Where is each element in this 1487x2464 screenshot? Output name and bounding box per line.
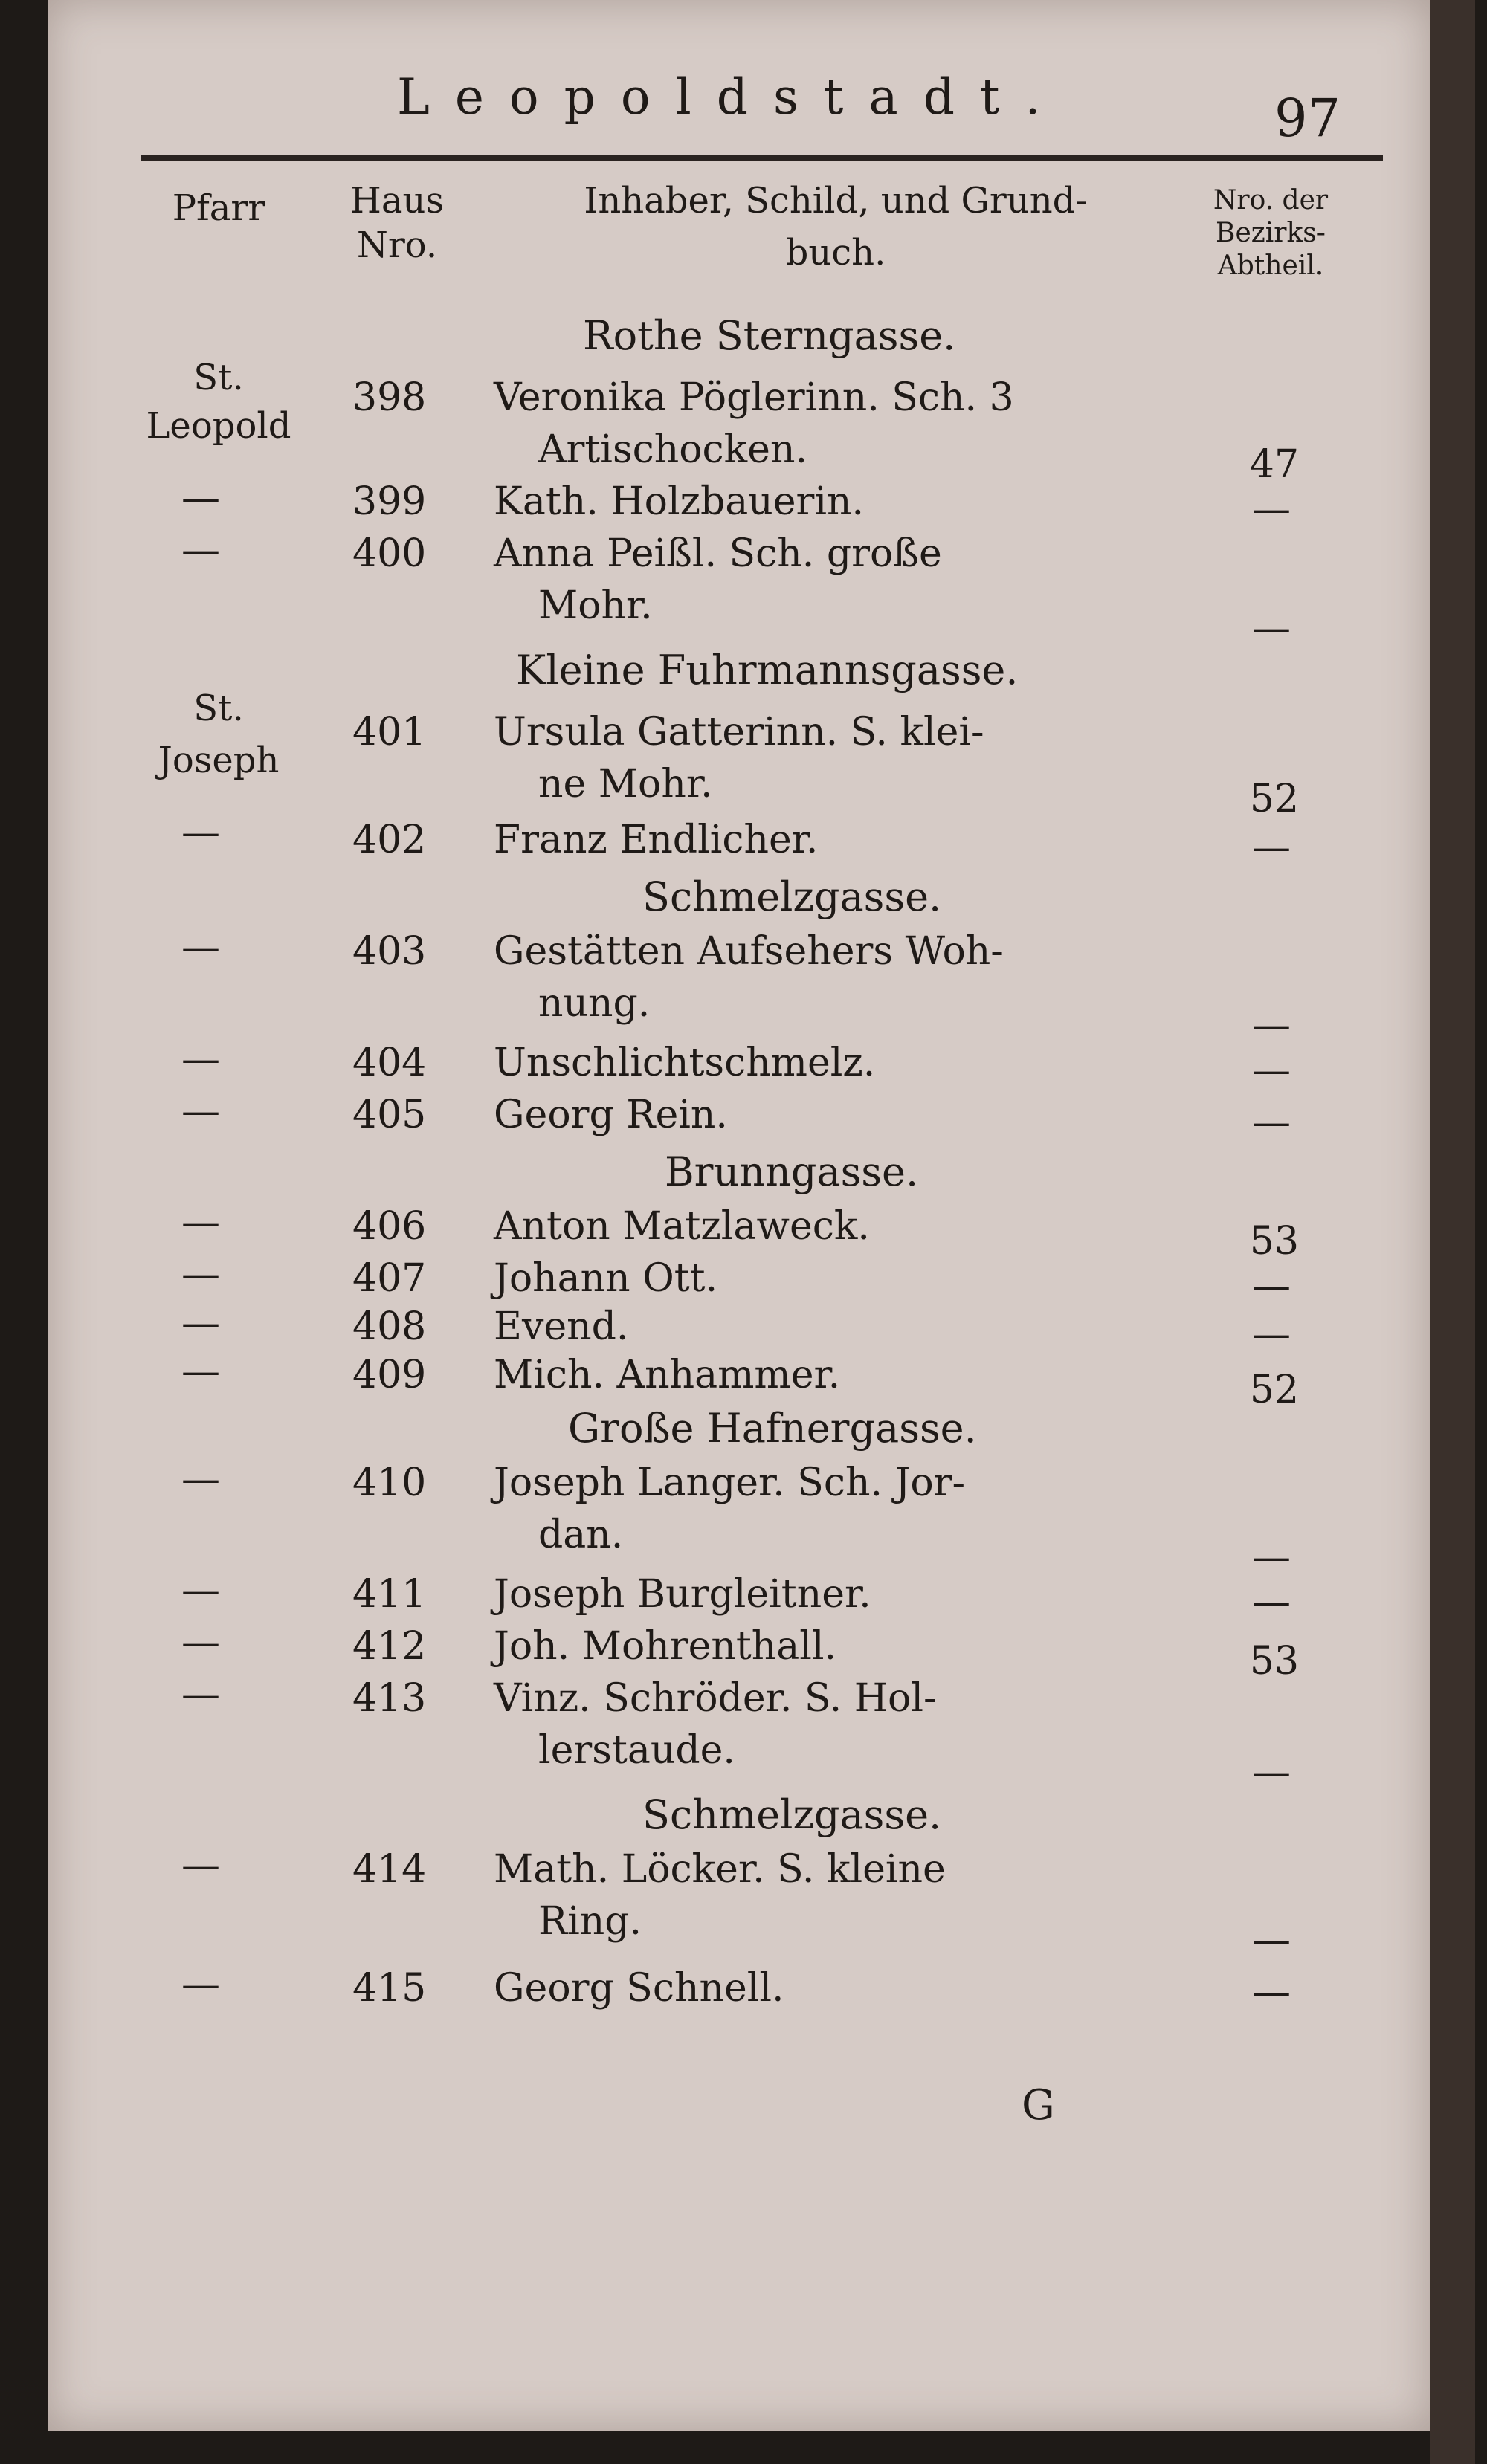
book-edge <box>1430 0 1475 2464</box>
entry-text: lerstaude. <box>538 1728 735 1773</box>
bezirk-number: 52 <box>1249 1368 1300 1412</box>
entry-text: Georg Schnell. <box>494 1966 784 2011</box>
ditto-mark: — <box>181 1349 220 1394</box>
parish-label: St. <box>193 688 244 729</box>
entry-text: Joseph Langer. Sch. Jor- <box>494 1461 966 1505</box>
ditto-mark: — <box>1252 1003 1291 1048</box>
ditto-mark: — <box>1252 825 1291 870</box>
ditto-mark: — <box>181 1200 220 1245</box>
entry-text: dan. <box>538 1513 624 1557</box>
entry-text: Ursula Gatterinn. S. klei- <box>494 710 984 754</box>
column-header-inhaber-2: buch. <box>785 232 886 274</box>
column-header-bezirk-2: Bezirks- <box>1216 218 1326 248</box>
ditto-mark: — <box>181 925 220 970</box>
ditto-mark: — <box>181 1301 220 1345</box>
bezirk-number: 53 <box>1249 1219 1300 1264</box>
ditto-mark: — <box>1252 487 1291 531</box>
signature-mark: G <box>1022 2081 1055 2130</box>
column-header-haus-1: Haus <box>349 180 445 221</box>
ditto-mark: — <box>1252 1535 1291 1579</box>
ditto-mark: — <box>1252 606 1291 650</box>
entry-text: Anton Matzlaweck. <box>494 1204 870 1249</box>
column-header-bezirk-3: Abtheil. <box>1217 250 1324 281</box>
entry-text: nung. <box>538 981 651 1026</box>
bezirk-number: 47 <box>1249 442 1300 487</box>
entry-text: Vinz. Schröder. S. Hol- <box>494 1676 937 1721</box>
entry-text: Math. Löcker. S. kleine <box>494 1847 946 1892</box>
haus-number: 411 <box>352 1572 427 1617</box>
haus-number: 408 <box>352 1304 427 1349</box>
entry-text: Evend. <box>494 1304 629 1349</box>
column-header-bezirk-1: Nro. der <box>1213 185 1329 216</box>
ditto-mark: — <box>1252 1264 1291 1308</box>
haus-number: 409 <box>352 1353 427 1397</box>
ditto-mark: — <box>181 1672 220 1717</box>
ditto-mark: — <box>181 810 220 855</box>
haus-number: 399 <box>352 479 427 524</box>
entry-text: Mohr. <box>538 583 653 628</box>
parish-label: Leopold <box>146 405 291 447</box>
haus-number: 401 <box>352 710 427 754</box>
entry-text: Joseph Burgleitner. <box>494 1572 871 1617</box>
ditto-mark: — <box>1252 1750 1291 1795</box>
haus-number: 412 <box>352 1624 427 1669</box>
street-heading: Brunngasse. <box>665 1148 919 1195</box>
entry-text: Veronika Pöglerinn. Sch. 3 <box>494 375 1014 420</box>
entry-text: Anna Peißl. Sch. große <box>494 531 942 576</box>
entry-text: Unschlichtschmelz. <box>494 1041 876 1085</box>
entry-text: Franz Endlicher. <box>494 818 819 862</box>
header-rule <box>141 155 1383 161</box>
street-heading: Kleine Fuhrmannsgasse. <box>516 647 1019 693</box>
haus-number: 406 <box>352 1204 427 1249</box>
ditto-mark: — <box>1252 1048 1291 1093</box>
book-page <box>48 0 1430 2431</box>
ditto-mark: — <box>181 1037 220 1081</box>
ditto-mark: — <box>181 1843 220 1888</box>
ditto-mark: — <box>181 1252 220 1297</box>
haus-number: 410 <box>352 1461 427 1505</box>
street-heading: Schmelzgasse. <box>642 1791 942 1838</box>
entry-text: Mich. Anhammer. <box>494 1353 841 1397</box>
haus-number: 415 <box>352 1966 427 2011</box>
running-title: Leopoldstadt. <box>397 68 1066 126</box>
entry-text: Artischocken. <box>538 427 807 472</box>
page-number: 97 <box>1274 88 1341 149</box>
ditto-mark: — <box>181 1962 220 2007</box>
entry-text: Ring. <box>538 1899 642 1944</box>
haus-number: 405 <box>352 1093 427 1137</box>
ditto-mark: — <box>181 1568 220 1613</box>
ditto-mark: — <box>1252 1312 1291 1357</box>
haus-number: 402 <box>352 818 427 862</box>
haus-number: 414 <box>352 1847 427 1892</box>
haus-number: 404 <box>352 1041 427 1085</box>
parish-label: Joseph <box>158 740 280 781</box>
parish-label: St. <box>193 357 244 398</box>
ditto-mark: — <box>181 1089 220 1134</box>
haus-number: 413 <box>352 1676 427 1721</box>
ditto-mark: — <box>1252 1579 1291 1624</box>
column-header-pfarr: Pfarr <box>172 187 265 229</box>
street-heading: Große Hafnergasse. <box>568 1405 977 1452</box>
entry-text: Johann Ott. <box>494 1256 718 1301</box>
bezirk-number: 52 <box>1249 777 1300 821</box>
ditto-mark: — <box>181 476 220 520</box>
ditto-mark: — <box>181 1457 220 1501</box>
entry-text: Joh. Mohrenthall. <box>494 1624 837 1669</box>
ditto-mark: — <box>1252 1918 1291 1962</box>
ditto-mark: — <box>181 528 220 572</box>
ditto-mark: — <box>181 1620 220 1665</box>
entry-text: Kath. Holzbauerin. <box>494 479 865 524</box>
street-heading: Schmelzgasse. <box>642 873 942 920</box>
haus-number: 407 <box>352 1256 427 1301</box>
haus-number: 400 <box>352 531 427 576</box>
column-header-haus-2: Nro. <box>356 224 438 266</box>
entry-text: Georg Rein. <box>494 1093 728 1137</box>
column-header-inhaber-1: Inhaber, Schild, und Grund- <box>584 180 1088 221</box>
street-heading: Rothe Sterngasse. <box>583 312 956 359</box>
ditto-mark: — <box>1252 1970 1291 2014</box>
entry-text: Gestätten Aufsehers Woh- <box>494 929 1004 974</box>
entry-text: ne Mohr. <box>538 762 713 806</box>
ditto-mark: — <box>1252 1100 1291 1145</box>
bezirk-number: 53 <box>1249 1639 1300 1684</box>
haus-number: 403 <box>352 929 427 974</box>
haus-number: 398 <box>352 375 427 420</box>
